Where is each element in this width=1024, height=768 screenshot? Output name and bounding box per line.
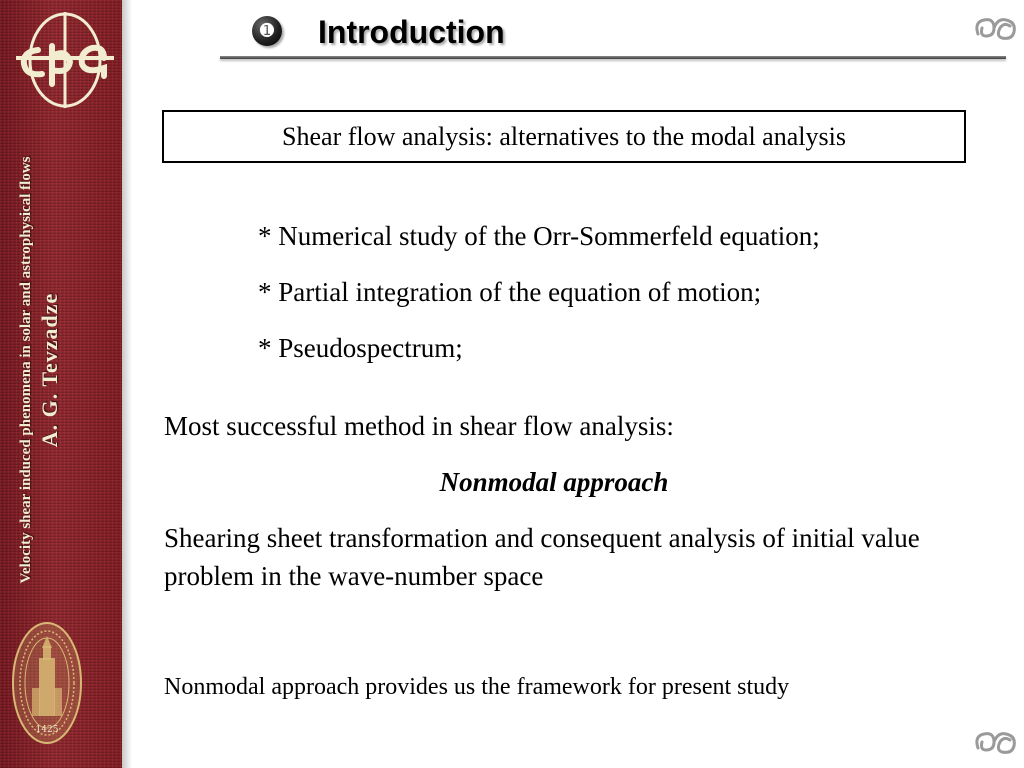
framework-text: Nonmodal approach provides us the framework for present study — [164, 674, 790, 700]
numbered-bullet-icon: ➊ — [252, 16, 282, 46]
most-successful-text: Most successful method in shear flow analysis: — [164, 411, 674, 441]
epa-logo-icon — [12, 10, 118, 110]
seal-year: 1425 — [35, 725, 59, 735]
page-title: Introduction — [318, 14, 505, 50]
scroll-ornament-icon — [972, 726, 1020, 758]
sidebar-vertical-title: Velocity shear induced phenomena in solar and astrophysical flows — [18, 156, 34, 584]
scroll-ornament-icon — [972, 12, 1020, 44]
list-item: * Pseudospectrum; — [258, 333, 463, 363]
list-item: * Partial integration of the equation of motion; — [258, 277, 762, 307]
list-item: * Numerical study of the Orr-Sommerfeld equation; — [258, 221, 820, 251]
section-heading-box: Shear flow analysis: alternatives to the modal analysis — [162, 110, 966, 163]
sidebar — [0, 0, 122, 768]
nonmodal-approach-text: Nonmodal approach — [439, 467, 669, 497]
university-seal-icon — [8, 618, 86, 748]
alternatives-list — [258, 208, 820, 376]
header-divider — [220, 56, 1006, 59]
shearing-sheet-text: Shearing sheet transformation and consequent analysis of initial value problem in the wave-number space — [164, 523, 920, 591]
sidebar-shadow — [122, 0, 132, 768]
sidebar-author: A. G. Tevzadze — [37, 292, 62, 448]
